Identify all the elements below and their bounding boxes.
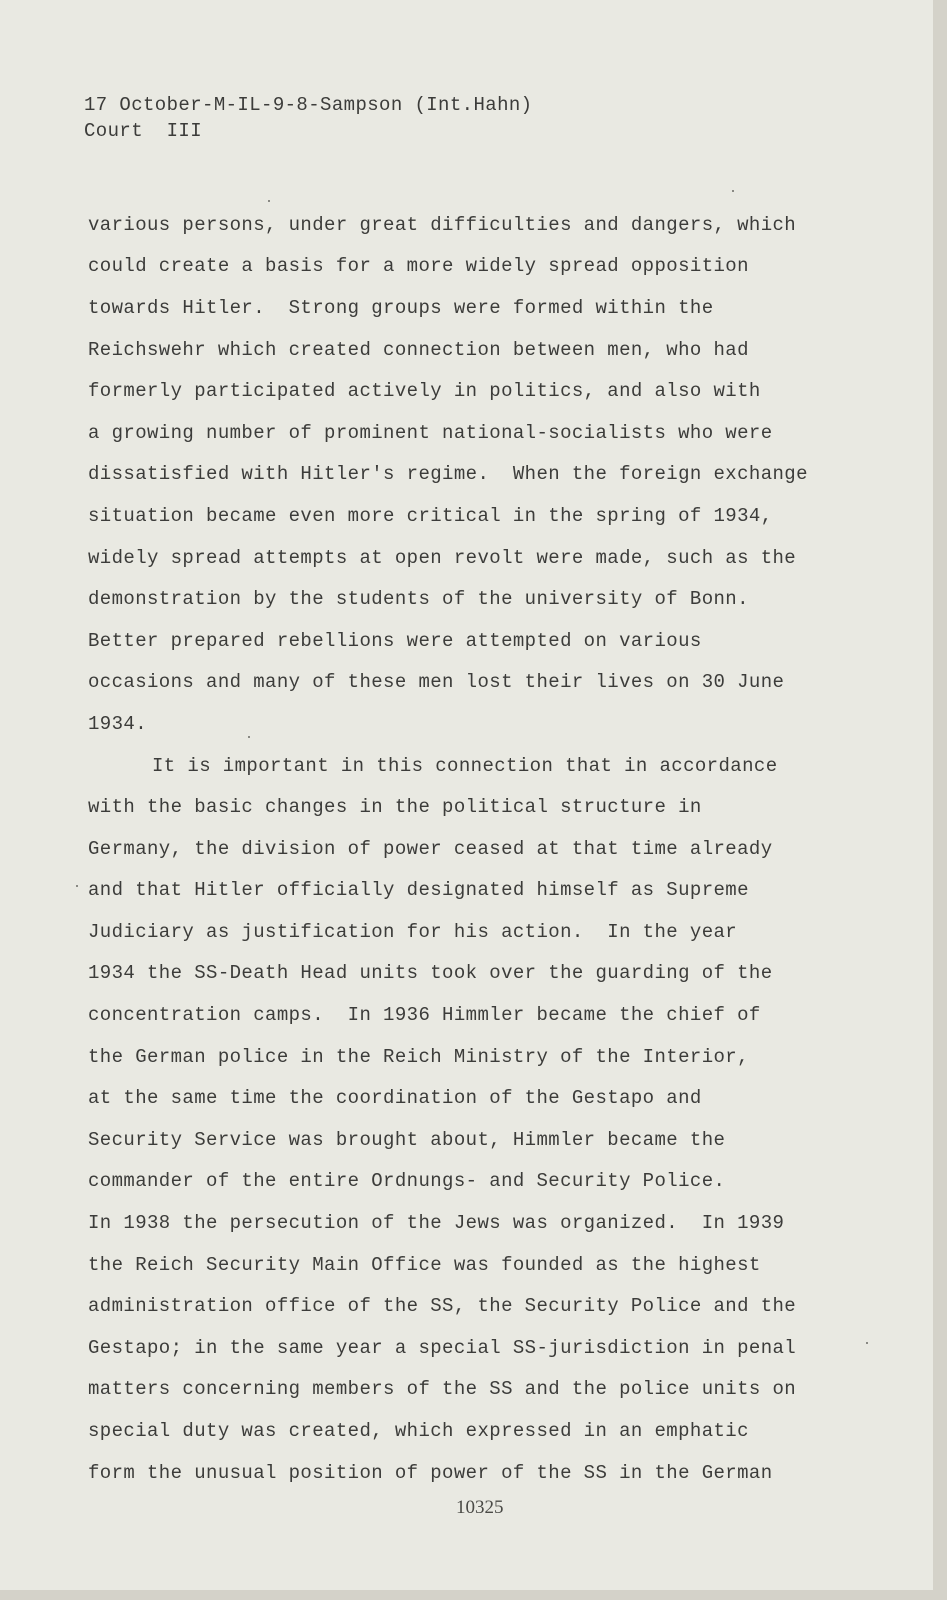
text-line: could create a basis for a more widely spread opposition	[88, 255, 749, 278]
text-line: towards Hitler. Strong groups were formed within the	[88, 296, 714, 319]
text-line: formerly participated actively in politics, and also with	[88, 380, 761, 403]
session-reference: 17 October-M-IL-9-8-Sampson (Int.Hahn)	[84, 94, 533, 116]
text-line: with the basic changes in the political structure in	[88, 796, 702, 819]
text-line: Reichswehr which created connection between men, who had	[88, 338, 749, 361]
text-line: demonstration by the students of the university of Bonn.	[88, 588, 749, 611]
text-line: Security Service was brought about, Himmler became the	[88, 1128, 726, 1151]
text-line: various persons, under great difficulties and dangers, which	[88, 213, 797, 236]
paragraph-start-line: It is important in this connection that in accordance	[152, 754, 778, 777]
text-line: the German police in the Reich Ministry of the Interior,	[88, 1045, 749, 1068]
text-line: Better prepared rebellions were attempted on various	[88, 629, 702, 652]
paper-speck	[866, 1342, 868, 1344]
text-line: concentration camps. In 1936 Himmler became the chief of	[88, 1004, 761, 1027]
text-line: the Reich Security Main Office was founded as the highest	[88, 1253, 761, 1276]
text-line: special duty was created, which expressed in an emphatic	[88, 1420, 749, 1443]
text-line: 1934 the SS-Death Head units took over the guarding of the	[88, 962, 773, 985]
text-line: commander of the entire Ordnungs- and Security Police.	[88, 1170, 726, 1193]
text-line: and that Hitler officially designated himself as Supreme	[88, 879, 749, 902]
paper-speck	[76, 885, 78, 887]
paper-speck	[732, 190, 734, 192]
text-line: a growing number of prominent national-socialists who were	[88, 421, 773, 444]
paper-speck	[268, 200, 270, 202]
text-line: 1934.	[88, 712, 148, 735]
text-line: matters concerning members of the SS and the police units on	[88, 1378, 797, 1401]
text-line: situation became even more critical in the spring of 1934,	[88, 504, 773, 527]
text-line: form the unusual position of power of the SS in the German	[88, 1461, 773, 1484]
text-line: In 1938 the persecution of the Jews was organized. In 1939	[88, 1212, 785, 1235]
court-designation: Court III	[84, 120, 203, 142]
page-number: 10325	[456, 1497, 504, 1518]
text-line: dissatisfied with Hitler's regime. When the foreign exchange	[88, 463, 808, 486]
text-line: at the same time the coordination of the Gestapo and	[88, 1087, 702, 1110]
text-line: administration office of the SS, the Security Police and the	[88, 1295, 797, 1318]
text-line: Judiciary as justification for his action. In the year	[88, 920, 738, 943]
text-line: Germany, the division of power ceased at that time already	[88, 837, 773, 860]
text-line: Gestapo; in the same year a special SS-jurisdiction in penal	[88, 1336, 797, 1359]
text-line: widely spread attempts at open revolt were made, such as the	[88, 546, 797, 569]
text-line: occasions and many of these men lost their lives on 30 June	[88, 671, 785, 694]
document-body	[88, 204, 858, 1493]
document-header	[84, 92, 532, 144]
paper-speck	[248, 736, 250, 738]
